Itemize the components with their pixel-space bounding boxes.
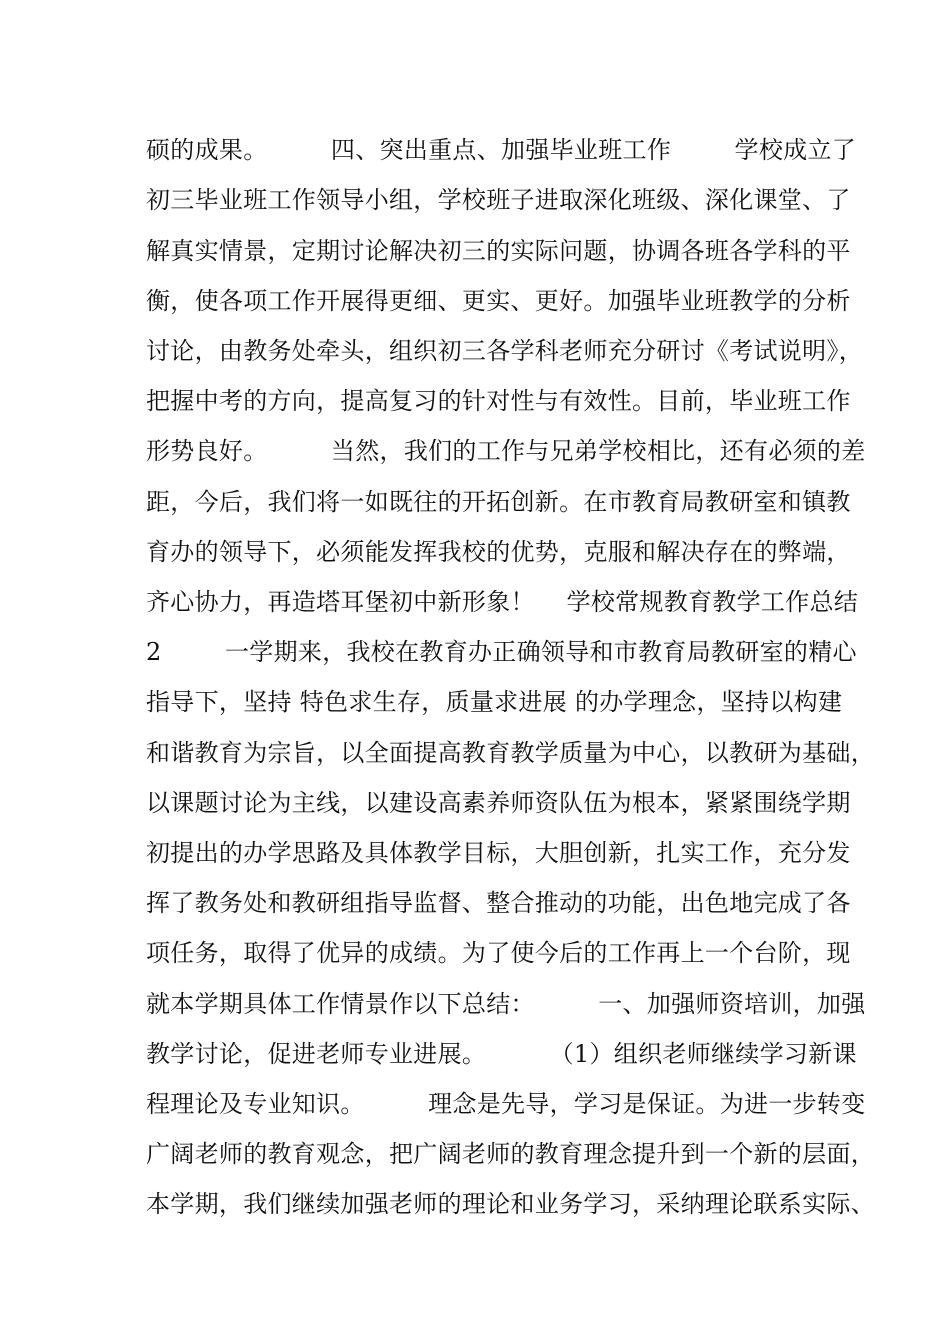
body-text-line: 解真实情景，定期讨论解决初三的实际问题，协调各班各学科的平 [146,237,851,265]
body-text-line: 挥了教务处和教研组指导监督、整合推动的功能，出色地完成了各 [146,889,851,917]
body-text-line: 和谐教育为宗旨，以全面提高教育教学质量为中心，以教研为基础， [146,739,875,767]
body-text-line: 程理论及专业知识。 理念是先导，学习是保证。为进一步转变 [146,1090,866,1118]
body-text-line: 硕的成果。 四、突出重点、加强毕业班工作 学校成立了 [146,136,857,164]
body-text-line: 把握中考的方向，提高复习的针对性与有效性。目前，毕业班工作 [146,387,851,415]
body-text-line: 项任务，取得了优异的成绩。为了使今后的工作再上一个台阶，现 [146,939,851,967]
body-text-line: 齐心协力，再造塔耳堡初中新形象！ 学校常规教育教学工作总结 [146,588,859,616]
body-text-line: 育办的领导下，必须能发挥我校的优势，克服和解决存在的弊端， [146,538,851,566]
body-text-line: 教学讨论，促进老师专业进展。 （1）组织老师继续学习新课 [146,1040,857,1068]
body-text-line: 初提出的办学思路及具体教学目标，大胆创新，扎实工作，充分发 [146,839,851,867]
body-text-line: 广阔老师的教育观念，把广阔老师的教育理念提升到一个新的层面， [146,1140,875,1168]
body-text-line: 就本学期具体工作情景作以下总结： 一、加强师资培训，加强 [146,990,866,1018]
body-text-line: 初三毕业班工作领导小组，学校班子进取深化班级、深化课堂、了 [146,186,851,214]
body-text-line: 衡，使各项工作开展得更细、更实、更好。加强毕业班教学的分析 [146,287,851,315]
body-text-line: 2 一学期来，我校在教育办正确领导和市教育局教研室的精心 [146,638,857,666]
body-text-line: 本学期，我们继续加强老师的理论和业务学习，采纳理论联系实际、 [146,1190,875,1218]
body-text-line: 指导下，坚持 特色求生存，质量求进展 的办学理念，坚持以构建 [146,688,843,716]
body-text-line: 形势良好。 当然，我们的工作与兄弟学校相比，还有必须的差 [146,437,866,465]
body-text-line: 距，今后，我们将一如既往的开拓创新。在市教育局教研室和镇教 [146,488,851,516]
body-text-line: 讨论，由教务处牵头，组织初三各学科老师充分研讨《考试说明》， [146,337,863,365]
body-text-line: 以课题讨论为主线，以建设高素养师资队伍为根本，紧紧围绕学期 [146,789,851,817]
